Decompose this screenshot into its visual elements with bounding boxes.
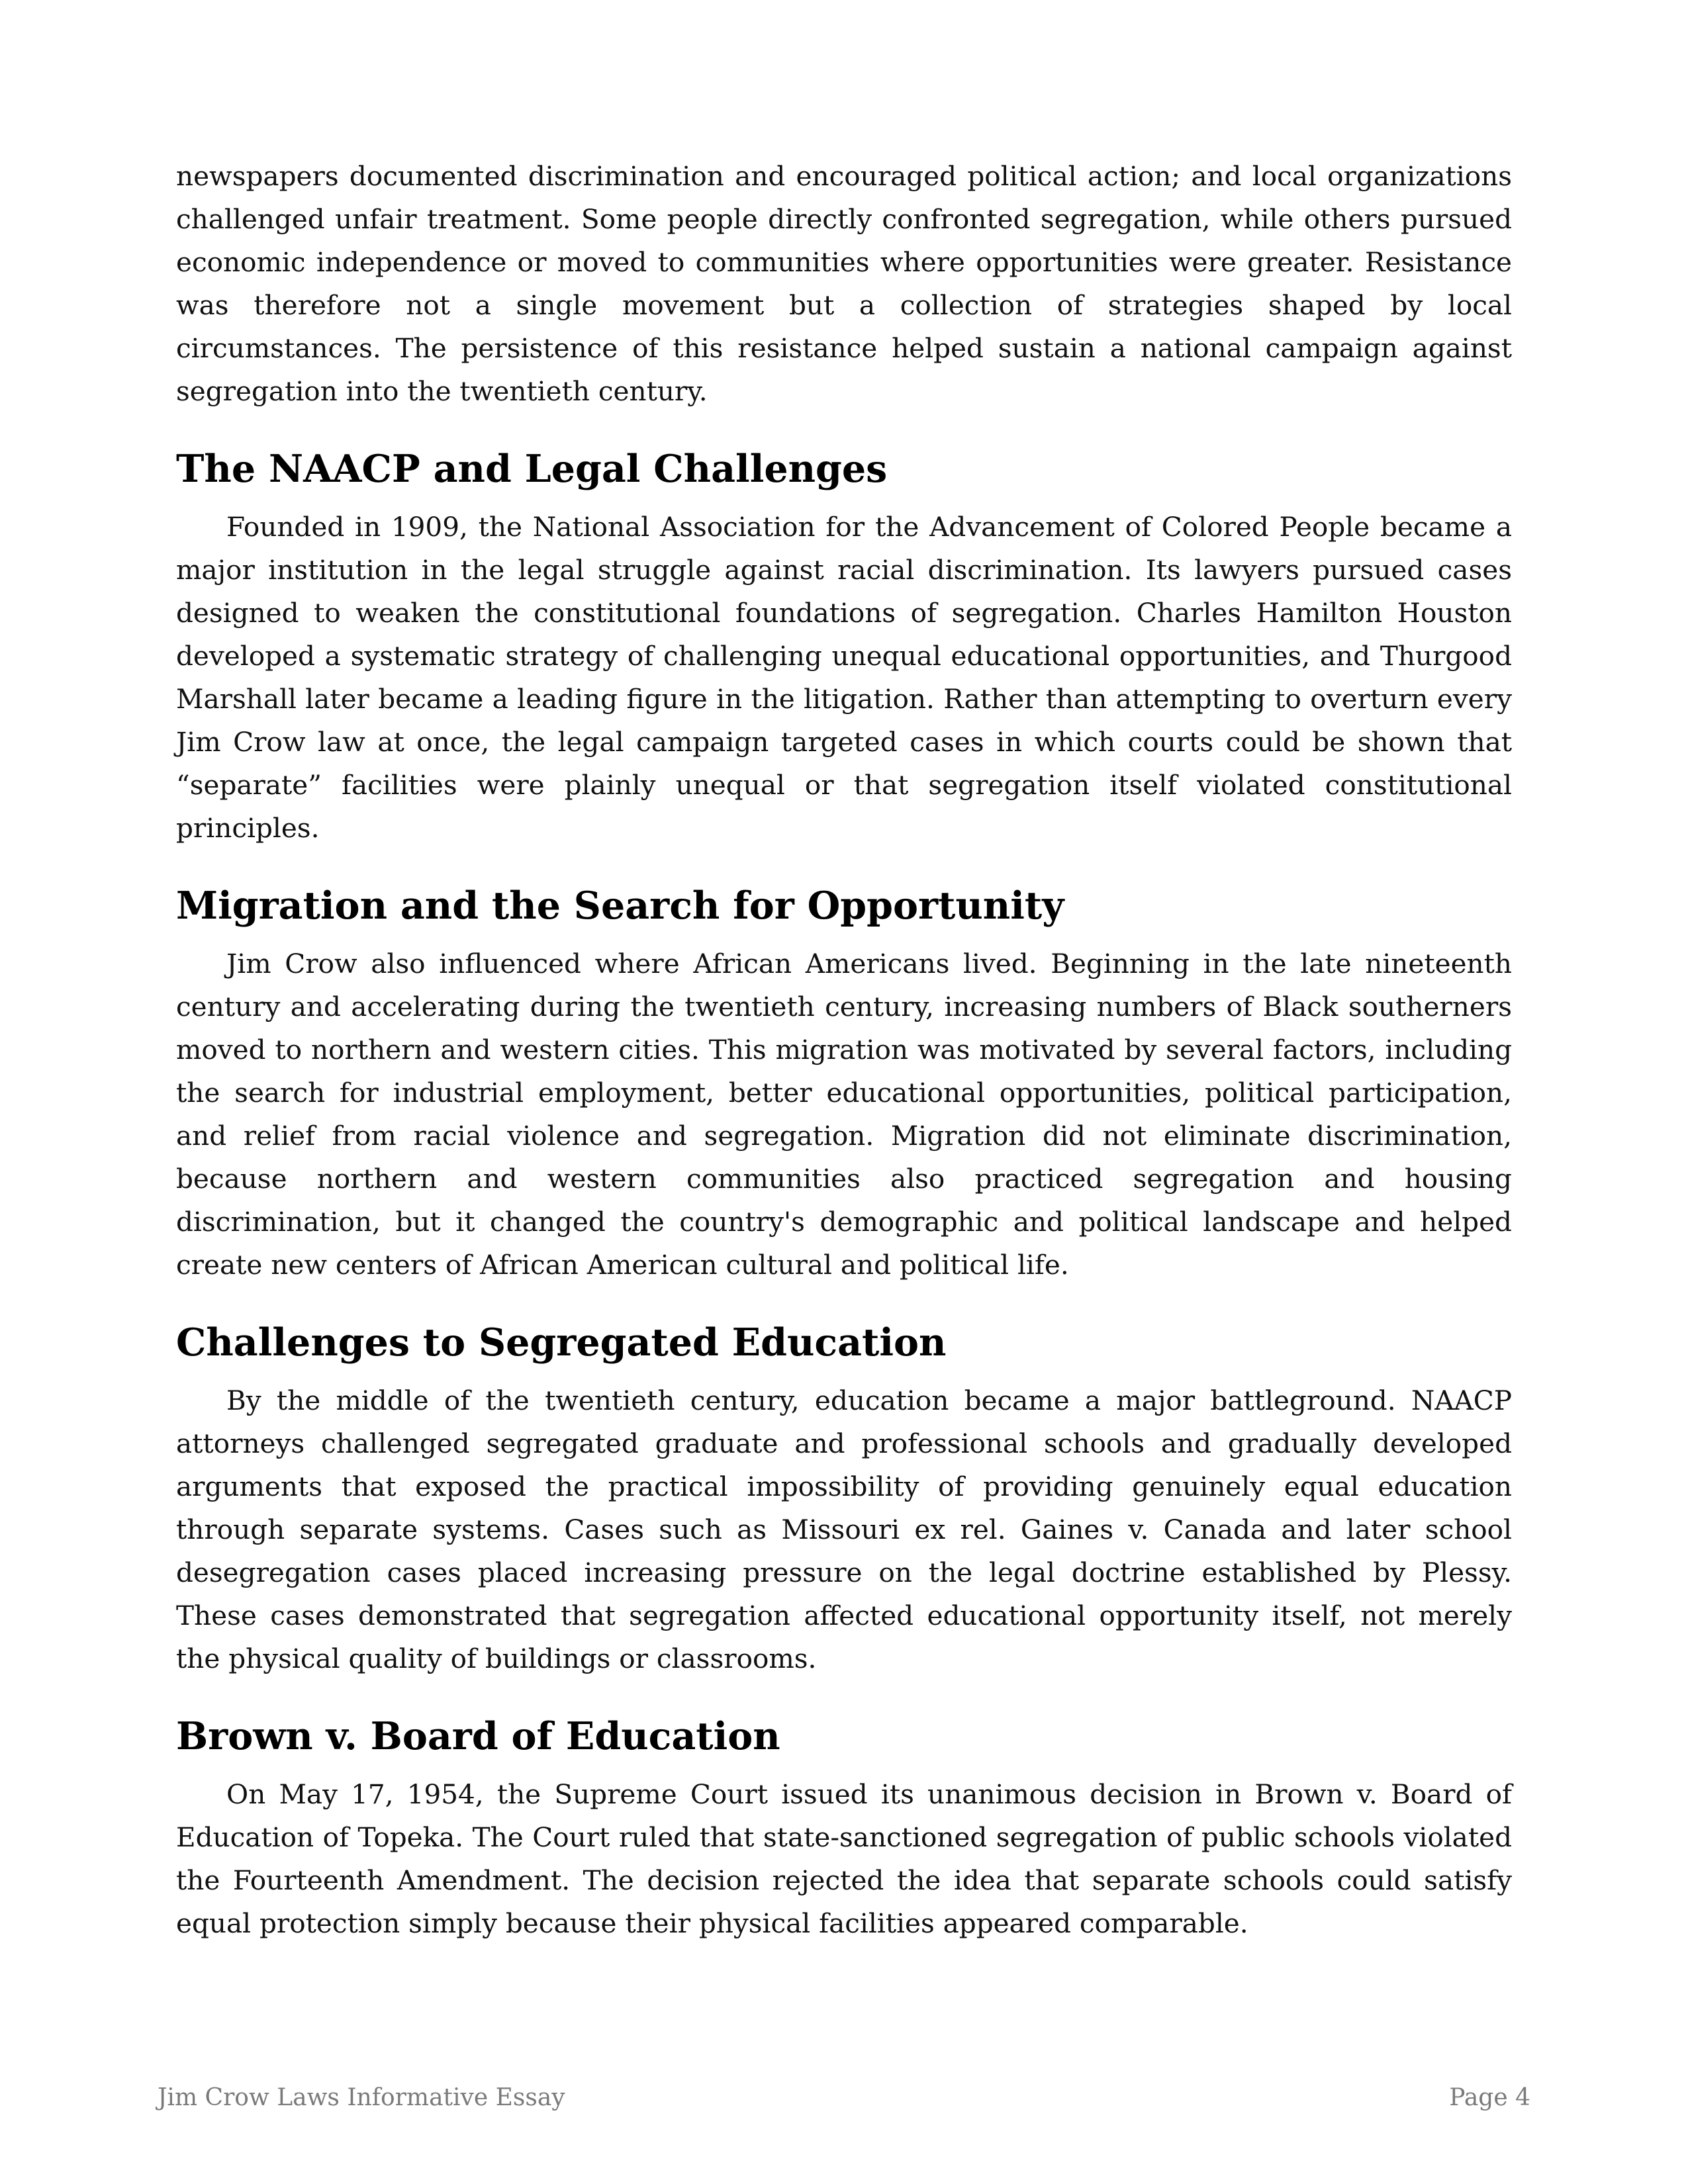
footer-document-title: Jim Crow Laws Informative Essay: [158, 2084, 565, 2111]
section-paragraph: On May 17, 1954, the Supreme Court issued its unanimous decision in Brown v. Board of Education of Topeka. The Court ruled that state-sanctioned segregation of public schools violated the Fourteenth Amendment. The decision rejected the idea that separate schools could satisfy equal protection simply because their physical facilities appeared comparable.: [176, 1778, 1512, 1939]
section-paragraph: By the middle of the twentieth century, education became a major battleground. NAACP attorneys challenged segregated graduate and professional schools and gradually developed arguments that exposed the practical impossibility of providing genuinely equal education through separate systems. Cases such as Missouri ex rel. Gaines v. Canada and later school desegregation cases placed increasing pressure on the legal doctrine established by Plessy. These cases demonstrated that segregation affected educational opportunity itself, not merely the physical quality of buildings or classrooms.: [176, 1385, 1512, 1674]
document-page: [176, 155, 1512, 1945]
section-brown-v-board: [176, 1713, 1512, 1945]
section-heading: Migration and the Search for Opportunity: [176, 884, 1064, 928]
section-paragraph: Jim Crow also influenced where African Americans lived. Beginning in the late nineteenth century and accelerating during the twentieth century, increasing numbers of Black southerners moved to northern and western cities. This migration was motivated by several factors, including the search for industrial employment, better educational opportunities, political participation, and relief from racial violence and segregation. Migration did not eliminate discrimination, because northern and western communities also practiced segregation and housing discrimination, but it changed the country's demographic and political landscape and helped create new centers of African American cultural and political life.: [176, 948, 1512, 1281]
section-migration: [176, 883, 1512, 1287]
section-heading: Challenges to Segregated Education: [176, 1320, 947, 1365]
section-segregated-education: [176, 1320, 1512, 1680]
section-heading: The NAACP and Legal Challenges: [176, 447, 888, 491]
intro-paragraph: newspapers documented discrimination and encouraged political action; and local organizations challenged unfair treatment. Some people directly confronted segregation, while others pursued economic independence or moved to communities where opportunities were greater. Resistance was therefore not a single movement but a collection of strategies shaped by local circumstances. The persistence of this resistance helped sustain a national campaign against segregation into the twentieth century.: [176, 160, 1512, 407]
footer-page-number: Page 4: [1449, 2084, 1530, 2111]
section-heading: Brown v. Board of Education: [176, 1714, 780, 1758]
section-paragraph: Founded in 1909, the National Association for the Advancement of Colored People became a major institution in the legal struggle against racial discrimination. Its lawyers pursued cases designed to weaken the constitutional foundations of segregation. Charles Hamilton Houston developed a systematic strategy of challenging unequal educational opportunities, and Thurgood Marshall later became a leading figure in the litigation. Rather than attempting to overturn every Jim Crow law at once, the legal campaign targeted cases in which courts could be shown that “separate” facilities were plainly unequal or that segregation itself violated constitutional principles.: [176, 511, 1512, 844]
section-naacp-legal-challenges: [176, 446, 1512, 850]
